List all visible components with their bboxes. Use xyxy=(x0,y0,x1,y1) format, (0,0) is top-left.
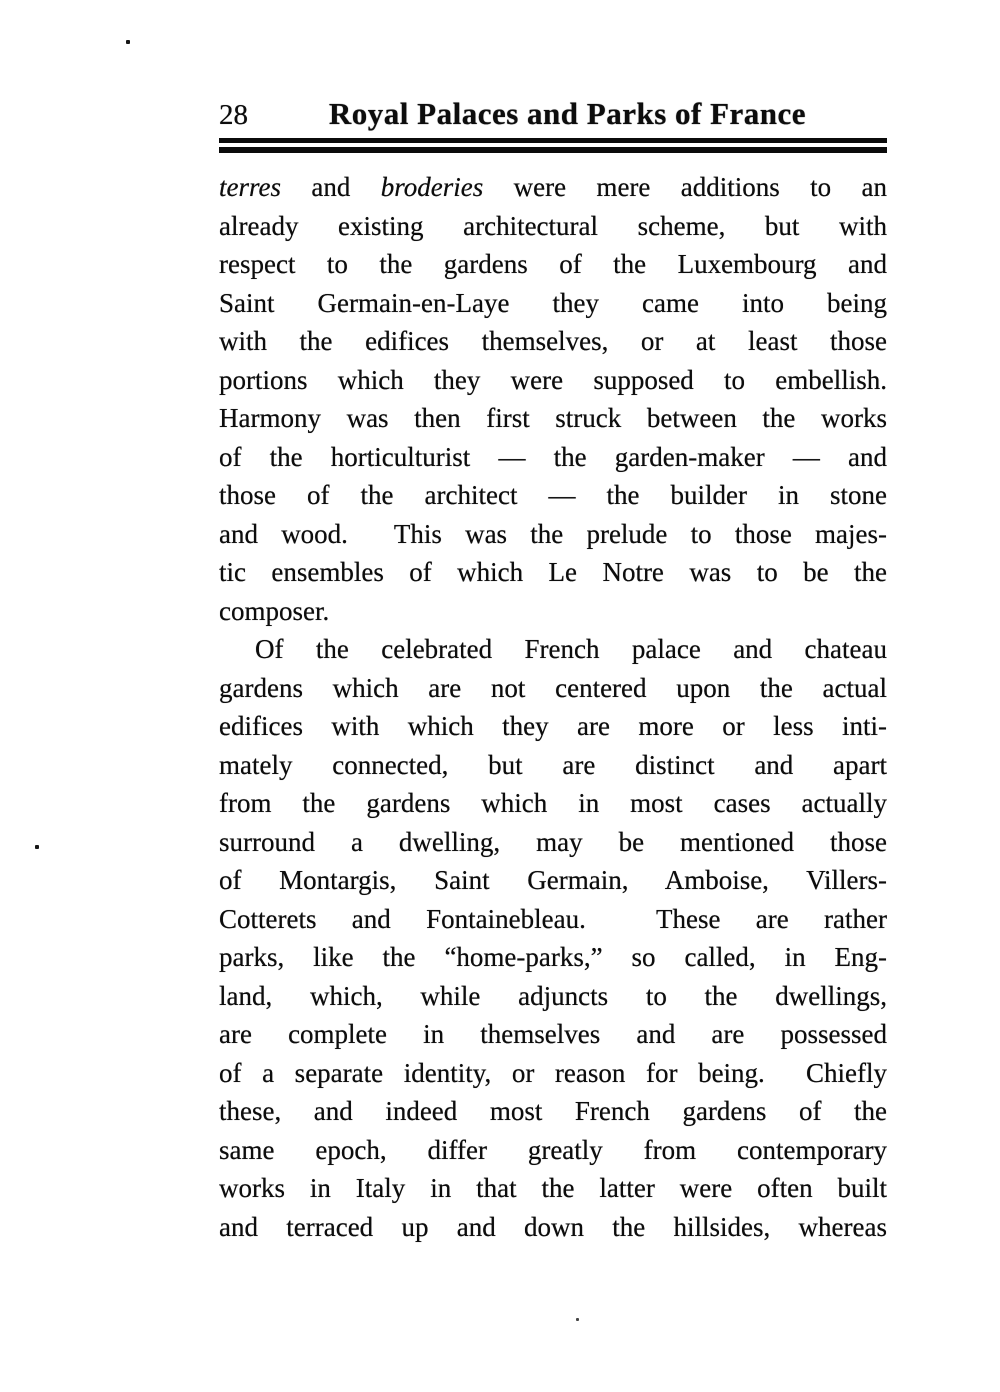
text-segment: and terraced up and down the hillsides, whereas xyxy=(219,1211,887,1242)
text-segment: edifices with which they are more or less inti- xyxy=(219,711,887,741)
text-line xyxy=(219,1208,887,1247)
text-segment: Saint Germain-en-Laye they came into being xyxy=(219,287,887,318)
text-segment: with the edifices themselves, or at least those xyxy=(219,326,887,356)
text-segment: already existing architectural scheme, but with xyxy=(219,210,887,241)
header-double-rule xyxy=(219,138,887,153)
text-segment: Of the celebrated French palace and chateau xyxy=(255,634,887,664)
text-line xyxy=(219,245,887,284)
text-segment: were mere additions to an xyxy=(483,172,887,202)
text-segment: tic ensembles of which Le Notre was to be the xyxy=(219,557,887,587)
text-line xyxy=(219,1131,887,1170)
text-line xyxy=(219,630,887,669)
scan-speck xyxy=(35,845,39,849)
text-line xyxy=(219,207,887,246)
text-segment: land, which, while adjuncts to the dwellings, xyxy=(219,980,887,1011)
text-segment: portions which they were supposed to embellish. xyxy=(219,364,887,395)
text-line xyxy=(219,1015,887,1054)
text-line xyxy=(219,284,887,323)
text-line xyxy=(219,784,887,823)
text-line xyxy=(219,438,887,477)
text-segment: Harmony was then first struck between the works xyxy=(219,403,887,433)
text-segment: same epoch, differ greatly from contemporary xyxy=(219,1134,887,1165)
page-header xyxy=(219,96,887,133)
text-line xyxy=(219,553,887,592)
text-segment: Cotterets and Fontainebleau. These are rather xyxy=(219,903,887,934)
text-line xyxy=(219,823,887,862)
text-segment: parks, like the “home-parks,” so called, in Eng- xyxy=(219,942,887,972)
text-line xyxy=(219,476,887,515)
text-line xyxy=(219,399,887,438)
text-line xyxy=(219,861,887,900)
text-line xyxy=(219,361,887,400)
text-segment: and wood. This was the prelude to those majes- xyxy=(219,518,887,549)
text-line xyxy=(219,592,887,631)
text-line xyxy=(219,900,887,939)
text-segment: of a separate identity, or reason for being. Chiefly xyxy=(219,1057,887,1088)
text-segment: works in Italy in that the latter were often built xyxy=(219,1173,887,1203)
text-segment: of Montargis, Saint Germain, Amboise, Villers- xyxy=(219,865,887,895)
text-segment: composer. xyxy=(219,595,330,626)
text-line xyxy=(219,1169,887,1208)
italic-text: broderies xyxy=(380,172,484,202)
text-line xyxy=(219,707,887,746)
text-segment: surround a dwelling, may be mentioned those xyxy=(219,826,887,857)
running-title: Royal Palaces and Parks of France xyxy=(328,96,807,131)
scan-speck xyxy=(576,1318,579,1321)
text-line xyxy=(219,322,887,361)
italic-text: terres xyxy=(219,172,281,202)
text-segment: from the gardens which in most cases actually xyxy=(219,788,887,818)
text-line xyxy=(219,515,887,554)
text-line xyxy=(219,669,887,708)
text-line xyxy=(219,1092,887,1131)
text-segment: of the horticulturist — the garden-maker — and xyxy=(219,441,887,472)
text-line xyxy=(219,938,887,977)
page-content xyxy=(219,96,887,1246)
text-line xyxy=(219,168,887,207)
text-segment: and xyxy=(281,172,381,202)
page-number: 28 xyxy=(219,99,248,131)
text-segment: these, and indeed most French gardens of the xyxy=(219,1096,887,1126)
body-text xyxy=(219,168,887,1246)
text-line xyxy=(219,977,887,1016)
text-segment: those of the architect — the builder in stone xyxy=(219,480,887,510)
text-line xyxy=(219,746,887,785)
text-line xyxy=(219,1054,887,1093)
text-segment: gardens which are not centered upon the actual xyxy=(219,672,887,703)
text-segment: are complete in themselves and are possessed xyxy=(219,1019,887,1049)
text-segment: mately connected, but are distinct and apart xyxy=(219,749,887,780)
text-segment: respect to the gardens of the Luxembourg and xyxy=(219,249,887,279)
scan-speck xyxy=(126,40,130,44)
